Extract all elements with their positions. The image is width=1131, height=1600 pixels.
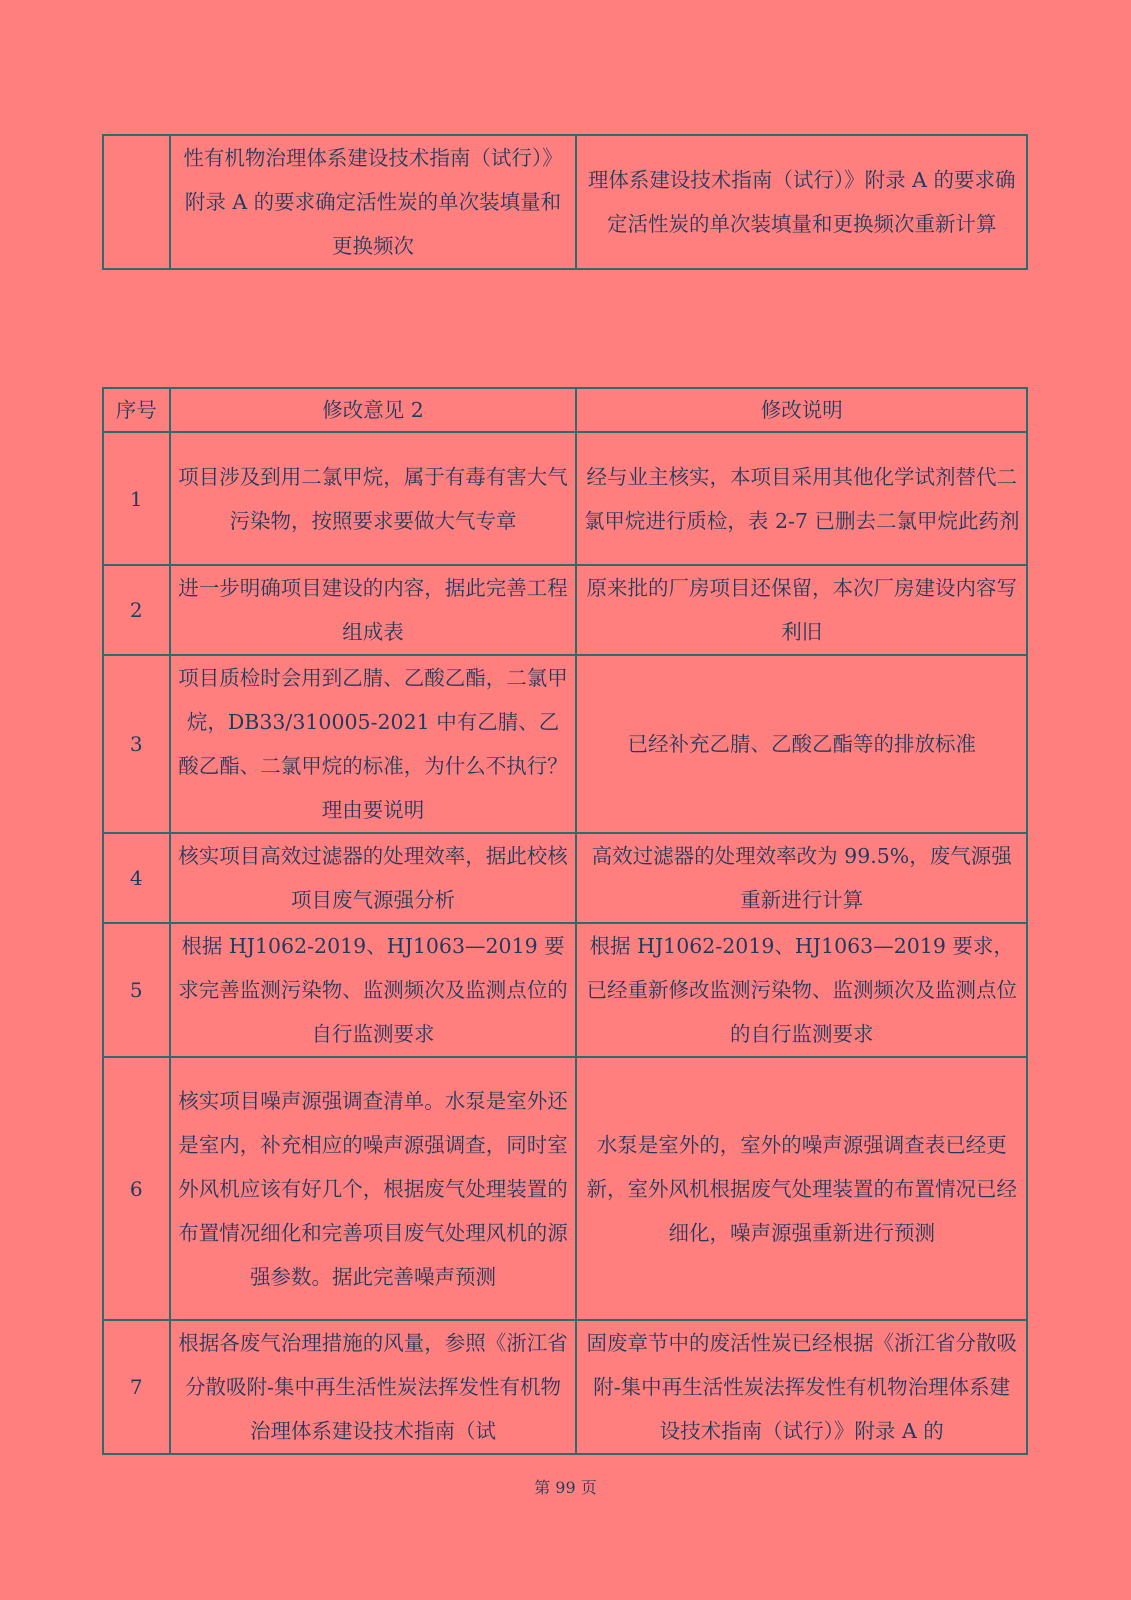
table-row [103, 1320, 1027, 1454]
opinion-cell: 根据 HJ1062-2019、HJ1063—2019 要求完善监测污染物、监测频次及监测点位的自行监测要求 [170, 923, 577, 1057]
continuation-table [102, 134, 1028, 270]
explanation-cell: 已经补充乙腈、乙酸乙酯等的排放标准 [576, 655, 1027, 833]
explanation-cell: 经与业主核实，本项目采用其他化学试剂替代二氯甲烷进行质检，表 2-7 已删去二氯甲烷此药剂 [576, 432, 1027, 565]
table-row [103, 432, 1027, 565]
header-explanation: 修改说明 [576, 388, 1027, 432]
table-row [103, 923, 1027, 1057]
table-row [103, 833, 1027, 923]
opinion-cell: 进一步明确项目建设的内容，据此完善工程组成表 [170, 565, 577, 655]
table-row [103, 135, 1027, 269]
table-row [103, 1057, 1027, 1320]
explanation-cell: 原来批的厂房项目还保留，本次厂房建设内容写利旧 [576, 565, 1027, 655]
opinion-cell: 项目质检时会用到乙腈、乙酸乙酯，二氯甲烷，DB33/310005-2021 中有乙腈、乙酸乙酯、二氯甲烷的标准，为什么不执行？理由要说明 [170, 655, 577, 833]
revision-table [102, 387, 1028, 1455]
table-row [103, 655, 1027, 833]
opinion-cell: 核实项目噪声源强调查清单。水泵是室外还是室内，补充相应的噪声源强调查，同时室外风机应该有好几个，根据废气处理装置的布置情况细化和完善项目废气处理风机的源强参数。据此完善噪声预测 [170, 1057, 577, 1320]
row-number-cell: 2 [103, 565, 170, 655]
header-opinion: 修改意见 2 [170, 388, 577, 432]
row-number-cell: 4 [103, 833, 170, 923]
header-num: 序号 [103, 388, 170, 432]
opinion-cell: 项目涉及到用二氯甲烷，属于有毒有害大气污染物，按照要求要做大气专章 [170, 432, 577, 565]
opinion-cell: 核实项目高效过滤器的处理效率，据此校核项目废气源强分析 [170, 833, 577, 923]
opinion-cell: 性有机物治理体系建设技术指南（试行）》附录 A 的要求确定活性炭的单次装填量和更换频次 [170, 135, 577, 269]
explanation-cell: 高效过滤器的处理效率改为 99.5%，废气源强重新进行计算 [576, 833, 1027, 923]
row-number-cell: 1 [103, 432, 170, 565]
table-header-row [103, 388, 1027, 432]
explanation-cell: 固废章节中的废活性炭已经根据《浙江省分散吸附-集中再生活性炭法挥发性有机物治理体系建设技术指南（试行）》附录 A 的 [576, 1320, 1027, 1454]
row-number-cell: 6 [103, 1057, 170, 1320]
explanation-cell: 理体系建设技术指南（试行）》附录 A 的要求确定活性炭的单次装填量和更换频次重新计算 [576, 135, 1027, 269]
row-number-cell: 3 [103, 655, 170, 833]
explanation-cell: 水泵是室外的，室外的噪声源强调查表已经更新，室外风机根据废气处理装置的布置情况已经细化，噪声源强重新进行预测 [576, 1057, 1027, 1320]
explanation-cell: 根据 HJ1062-2019、HJ1063—2019 要求，已经重新修改监测污染物、监测频次及监测点位的自行监测要求 [576, 923, 1027, 1057]
opinion-cell: 根据各废气治理措施的风量，参照《浙江省分散吸附-集中再生活性炭法挥发性有机物治理体系建设技术指南（试 [170, 1320, 577, 1454]
row-number-cell: 5 [103, 923, 170, 1057]
page-number: 第 99 页 [534, 1478, 597, 1497]
row-number-cell: 7 [103, 1320, 170, 1454]
row-number-cell [103, 135, 170, 269]
table-row [103, 565, 1027, 655]
